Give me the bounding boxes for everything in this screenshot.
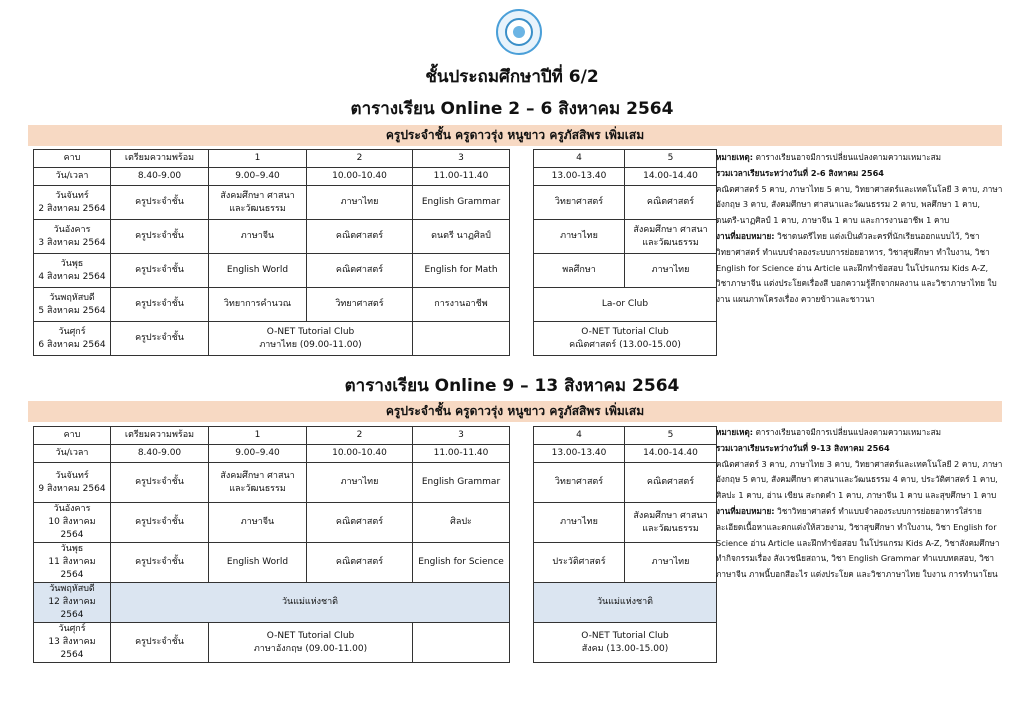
day-cell	[34, 220, 111, 254]
subject-cell: ครูประจำชั้น	[111, 220, 209, 254]
subject-cell: พลศึกษา	[534, 254, 625, 288]
subject-cell: ภาษาไทย	[625, 254, 717, 288]
tutorial-line: O-NET Tutorial Club	[581, 630, 669, 641]
subject-cell: คณิตศาสตร์	[625, 463, 717, 503]
col-header: 3	[413, 427, 510, 445]
day-cell	[34, 583, 111, 623]
subject-cell: ภาษาจีน	[209, 220, 307, 254]
tutorial-line: O-NET Tutorial Club	[266, 326, 355, 337]
time-cell: 11.00-11.40	[413, 445, 510, 463]
subject-line: สังคมศึกษา ศาสนา	[220, 470, 295, 481]
subject-cell: คณิตศาสตร์	[307, 543, 413, 583]
subject-cell: ภาษาไทย	[625, 543, 717, 583]
day-date: 4 สิงหาคม 2564	[38, 271, 106, 282]
subject-cell: คณิตศาสตร์	[307, 220, 413, 254]
col-header: 4	[534, 427, 625, 445]
empty-cell	[413, 322, 510, 356]
col-header: 3	[413, 150, 510, 168]
table-header-row	[34, 150, 717, 168]
assign-label: งานที่มอบหมาย:	[716, 230, 775, 241]
subject-cell: ศิลปะ	[413, 503, 510, 543]
lunch-gap	[510, 150, 534, 168]
week2-title: ตารางเรียน Online 9 – 13 สิงหาคม 2564	[344, 376, 680, 396]
day-name: วันพุธ	[60, 258, 84, 269]
subject-cell	[209, 186, 307, 220]
empty-cell	[413, 623, 510, 663]
table-row	[34, 543, 717, 583]
day-cell	[34, 322, 111, 356]
time-cell: 8.40-9.00	[111, 168, 209, 186]
time-label: วัน/เวลา	[34, 445, 111, 463]
table-row	[34, 220, 717, 254]
day-name: วันพฤหัสบดี	[49, 584, 95, 594]
tutorial-line: สังคม (13.00-15.00)	[581, 643, 669, 654]
day-date: 11 สิงหาคม 2564	[48, 557, 96, 580]
day-cell	[34, 288, 111, 322]
subject-line: และวัฒนธรรม	[642, 237, 699, 248]
table-row	[34, 186, 717, 220]
time-cell: 13.00-13.40	[534, 445, 625, 463]
remark-text: ตารางเรียนอาจมีการเปลี่ยนแปลงตามความเหมาะสม	[752, 427, 942, 437]
day-cell	[34, 543, 111, 583]
lunch-gap	[510, 543, 534, 583]
subject-cell: ครูประจำชั้น	[111, 288, 209, 322]
page-title: ชั้นประถมศึกษาปีที่ 6/2	[425, 67, 599, 87]
summary-label: รวมเวลาเรียนระหว่างวันที่ 2-6 สิงหาคม 2564	[716, 167, 884, 178]
lunch-gap	[510, 220, 534, 254]
subject-cell	[625, 503, 717, 543]
subject-cell: English World	[209, 254, 307, 288]
holiday-cell: วันแม่แห่งชาติ	[111, 583, 510, 623]
day-name: วันอังคาร	[53, 224, 91, 235]
table-row	[34, 503, 717, 543]
day-cell	[34, 503, 111, 543]
time-cell: 10.00-10.40	[307, 445, 413, 463]
day-name: วันศุกร์	[58, 624, 86, 634]
assign-label: งานที่มอบหมาย:	[716, 505, 775, 516]
lunch-gap	[510, 503, 534, 543]
subject-cell	[209, 463, 307, 503]
subject-cell: วิทยาศาสตร์	[307, 288, 413, 322]
day-name: วันจันทร์	[55, 190, 89, 201]
summary-label: รวมเวลาเรียนระหว่างวันที่ 9-13 สิงหาคม 2564	[716, 442, 890, 453]
remark-label: หมายเหตุ:	[716, 152, 753, 162]
week1-notes	[716, 150, 1004, 308]
day-cell	[34, 186, 111, 220]
subject-cell: ภาษาไทย	[534, 220, 625, 254]
time-cell: 8.40-9.00	[111, 445, 209, 463]
subject-cell: English World	[209, 543, 307, 583]
tutorial-line: O-NET Tutorial Club	[266, 630, 355, 641]
subject-line: สังคมศึกษา ศาสนา	[633, 224, 708, 235]
day-date: 9 สิงหาคม 2564	[38, 483, 106, 494]
lunch-gap	[510, 288, 534, 322]
time-row	[34, 445, 717, 463]
subject-cell: ประวัติศาสตร์	[534, 543, 625, 583]
subject-cell: English for Math	[413, 254, 510, 288]
subject-cell: คณิตศาสตร์	[307, 503, 413, 543]
time-cell: 13.00-13.40	[534, 168, 625, 186]
lunch-gap	[510, 623, 534, 663]
lunch-gap	[510, 583, 534, 623]
time-cell: 14.00-14.40	[625, 445, 717, 463]
subject-cell: ครูประจำชั้น	[111, 543, 209, 583]
day-name: วันอังคาร	[53, 504, 91, 514]
lunch-gap	[510, 463, 534, 503]
subject-cell: คณิตศาสตร์	[307, 254, 413, 288]
time-label: วัน/เวลา	[34, 168, 111, 186]
subject-cell: วิทยาศาสตร์	[534, 463, 625, 503]
day-date: 5 สิงหาคม 2564	[38, 305, 106, 316]
tutorial-cell	[534, 623, 717, 663]
time-cell: 14.00-14.40	[625, 168, 717, 186]
lunch-gap	[510, 186, 534, 220]
subject-cell: ดนตรี นาฏศิลป์	[413, 220, 510, 254]
subject-cell: ครูประจำชั้น	[111, 463, 209, 503]
day-name: วันจันทร์	[55, 470, 89, 481]
table-row	[34, 288, 717, 322]
tutorial-line: ภาษาอังกฤษ (09.00-11.00)	[253, 643, 368, 654]
time-cell: 9.00–9.40	[209, 168, 307, 186]
col-header: 1	[209, 150, 307, 168]
time-cell: 9.00–9.40	[209, 445, 307, 463]
day-name: วันพุธ	[60, 544, 84, 554]
subject-cell: ครูประจำชั้น	[111, 322, 209, 356]
day-date: 10 สิงหาคม 2564	[48, 517, 96, 540]
tutorial-line: คณิตศาสตร์ (13.00-15.00)	[569, 339, 681, 350]
subject-line: สังคมศึกษา ศาสนา	[633, 510, 708, 521]
holiday-cell: วันแม่แห่งชาติ	[534, 583, 717, 623]
lunch-gap	[510, 427, 534, 445]
col-header: 2	[307, 150, 413, 168]
table-row	[34, 254, 717, 288]
table-row	[34, 322, 717, 356]
subject-cell: ภาษาไทย	[307, 463, 413, 503]
day-date: 6 สิงหาคม 2564	[38, 339, 106, 350]
subject-cell: ภาษาจีน	[209, 503, 307, 543]
tutorial-cell	[209, 623, 413, 663]
col-header: 1	[209, 427, 307, 445]
table-row	[34, 623, 717, 663]
day-name: วันศุกร์	[58, 326, 86, 337]
col-header: 5	[625, 427, 717, 445]
day-cell	[34, 623, 111, 663]
subject-cell: English Grammar	[413, 463, 510, 503]
week1-title: ตารางเรียน Online 2 – 6 สิงหาคม 2564	[350, 99, 674, 119]
summary-text: คณิตศาสตร์ 5 คาบ, ภาษาไทย 5 คาบ, วิทยาศาสตร์และเทคโนโลยี 3 คาบ, ภาษาอังกฤษ 3 คาบ, สังคมศึกษา ศาสนาและวัฒนธรรม 2 คาบ, พลศึกษา 1 คาบ, ดนตรี-นาฏศิลป์ 1 คาบ, ภาษาจีน 1 คาบ และการงานอาชีพ 1 คาบ	[716, 183, 1003, 226]
subject-cell: ครูประจำชั้น	[111, 503, 209, 543]
lunch-gap	[510, 254, 534, 288]
remark-text: ตารางเรียนอาจมีการเปลี่ยนแปลงตามความเหมาะสม	[752, 152, 942, 162]
club-cell: La-or Club	[534, 288, 717, 322]
table-row	[34, 583, 717, 623]
subject-cell: ภาษาไทย	[307, 186, 413, 220]
subject-line: และวัฒนธรรม	[642, 523, 699, 534]
lunch-gap	[510, 445, 534, 463]
col-header: เตรียมความพร้อม	[111, 427, 209, 445]
table-header-row	[34, 427, 717, 445]
subject-cell: ครูประจำชั้น	[111, 186, 209, 220]
subject-cell: ครูประจำชั้น	[111, 623, 209, 663]
subject-cell: การงานอาชีพ	[413, 288, 510, 322]
col-header: 4	[534, 150, 625, 168]
subject-cell: English Grammar	[413, 186, 510, 220]
time-cell: 11.00-11.40	[413, 168, 510, 186]
col-header: 2	[307, 427, 413, 445]
subject-line: และวัฒนธรรม	[229, 483, 286, 494]
table-row	[34, 463, 717, 503]
week1-teacher-band: ครูประจำชั้น ครูดาวรุ่ง หนูขาว ครูภัสสิพร เพิ่มเสม	[28, 125, 1002, 146]
remark-label: หมายเหตุ:	[716, 427, 753, 437]
subject-line: สังคมศึกษา ศาสนา	[220, 190, 295, 201]
tutorial-line: ภาษาไทย (09.00-11.00)	[259, 339, 362, 350]
col-header: คาบ	[34, 150, 111, 168]
subject-cell: ภาษาไทย	[534, 503, 625, 543]
week1-schedule-table	[33, 149, 717, 356]
day-date: 13 สิงหาคม 2564	[48, 637, 96, 660]
col-header: เตรียมความพร้อม	[111, 150, 209, 168]
subject-cell	[625, 220, 717, 254]
day-cell	[34, 254, 111, 288]
col-header: 5	[625, 150, 717, 168]
week2-teacher-band: ครูประจำชั้น ครูดาวรุ่ง หนูขาว ครูภัสสิพร เพิ่มเสม	[28, 401, 1002, 422]
subject-cell: ครูประจำชั้น	[111, 254, 209, 288]
subject-line: และวัฒนธรรม	[229, 203, 286, 214]
subject-cell: วิทยาศาสตร์	[534, 186, 625, 220]
time-cell: 10.00-10.40	[307, 168, 413, 186]
tutorial-cell	[209, 322, 413, 356]
summary-text: คณิตศาสตร์ 3 คาบ, ภาษาไทย 3 คาบ, วิทยาศาสตร์และเทคโนโลยี 2 คาบ, ภาษาอังกฤษ 5 คาบ, สังคมศึกษา ศาสนาและวัฒนธรรม 4 คาบ, ประวัติศาสตร์ 1 คาบ, ศิลปะ 1 คาบ, อ่าน เขียน สะกดคำ 1 คาบ, ภาษาจีน 1 คาบ และสุขศึกษา 1 คาบ	[716, 458, 1003, 501]
tutorial-line: O-NET Tutorial Club	[581, 326, 669, 337]
tutorial-cell	[534, 322, 717, 356]
assign-text: วิชาวิทยาศาสตร์ ทำแบบจำลองระบบการย่อยอาหารใส่รายละเอียดเนื้อหาและตกแต่งให้สวยงาม, วิชาสุขศึกษา ทำใบงาน, วิชา English for Science อ่าน Article และฝึกทำข้อสอบ ในโปรแกรม Kids A-Z, วิชาสังคมศึกษา ทำกิจกรรมเรื่อง สังเวชนียสถาน, วิชา English Grammar ทำแบบทดสอบ, วิชาภาษาจีน ภาพนี้บอกสีอะไร แต่งประโยค และวิชาภาษาไทย ใบงาน การทำนาโยน	[716, 505, 1000, 580]
week2-notes	[716, 425, 1004, 583]
subject-cell: คณิตศาสตร์	[625, 186, 717, 220]
day-cell	[34, 463, 111, 503]
day-date: 2 สิงหาคม 2564	[38, 203, 106, 214]
lunch-gap	[510, 168, 534, 186]
school-logo	[496, 9, 542, 55]
day-date: 12 สิงหาคม 2564	[48, 597, 96, 620]
subject-cell: English for Science	[413, 543, 510, 583]
col-header: คาบ	[34, 427, 111, 445]
lunch-gap	[510, 322, 534, 356]
time-row	[34, 168, 717, 186]
week2-schedule-table	[33, 426, 717, 663]
day-name: วันพฤหัสบดี	[49, 292, 95, 303]
subject-cell: วิทยาการคำนวณ	[209, 288, 307, 322]
assign-text: วิชาดนตรีไทย แต่งเป็นตัวละครที่นักเรียนออกแบบไว้, วิชาวิทยาศาสตร์ ทำแบบจำลองระบบการย่อยอาหาร, วิชาสุขศึกษา ทำใบงาน, วิชา English for Science อ่าน Article และฝึกทำข้อสอบ ในโปรแกรม Kids A-Z, วิชาภาษาจีน แต่งประโยคเรื่องสี บอกความรู้สึกจากผลงาน และวิชาภาษาไทย ใบงาน แผนภาพโครงเรื่อง ควายข้าวและชาวนา	[716, 230, 997, 305]
day-date: 3 สิงหาคม 2564	[38, 237, 106, 248]
